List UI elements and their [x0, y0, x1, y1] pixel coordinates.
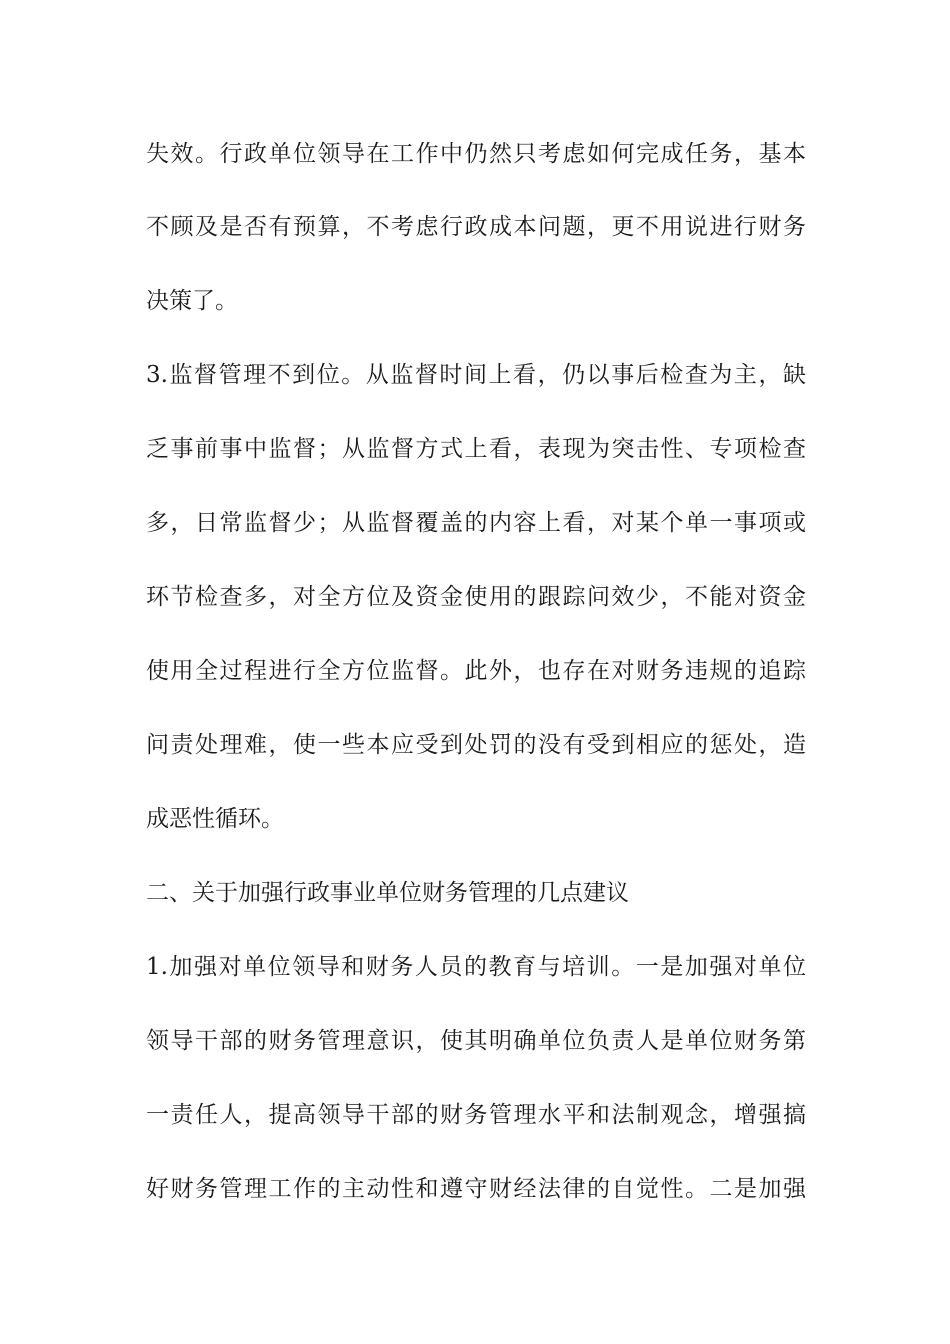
text-line: 问责处理难，使一些本应受到处罚的没有受到相应的惩处，造 [146, 732, 806, 758]
text-line: 使用全过程进行全方位监督。此外，也存在对财务违规的追踪 [146, 658, 806, 684]
text-line: 领导干部的财务管理意识，使其明确单位负责人是单位财务第 [146, 1028, 806, 1054]
text-line: 乏事前事中监督；从监督方式上看，表现为突击性、专项检查 [146, 436, 806, 462]
text-line: 成恶性循环。 [146, 806, 284, 832]
text-line: 1.加强对单位领导和财务人员的教育与培训。一是加强对单位 [146, 954, 806, 980]
text-line: 不顾及是否有预算，不考虑行政成本问题，更不用说进行财务 [146, 214, 806, 240]
text-line: 决策了。 [146, 288, 238, 314]
text-line: 好财务管理工作的主动性和遵守财经法律的自觉性。二是加强 [146, 1176, 806, 1202]
text-line: 环节检查多，对全方位及资金使用的跟踪问效少，不能对资金 [146, 584, 806, 610]
section-heading: 二、关于加强行政事业单位财务管理的几点建议 [146, 880, 629, 906]
text-line: 一责任人，提高领导干部的财务管理水平和法制观念，增强搞 [146, 1102, 806, 1128]
text-line: 失效。行政单位领导在工作中仍然只考虑如何完成任务，基本 [146, 141, 806, 167]
text-line: 3.监督管理不到位。从监督时间上看，仍以事后检查为主，缺 [146, 362, 806, 388]
text-line: 多，日常监督少；从监督覆盖的内容上看，对某个单一事项或 [146, 510, 806, 536]
